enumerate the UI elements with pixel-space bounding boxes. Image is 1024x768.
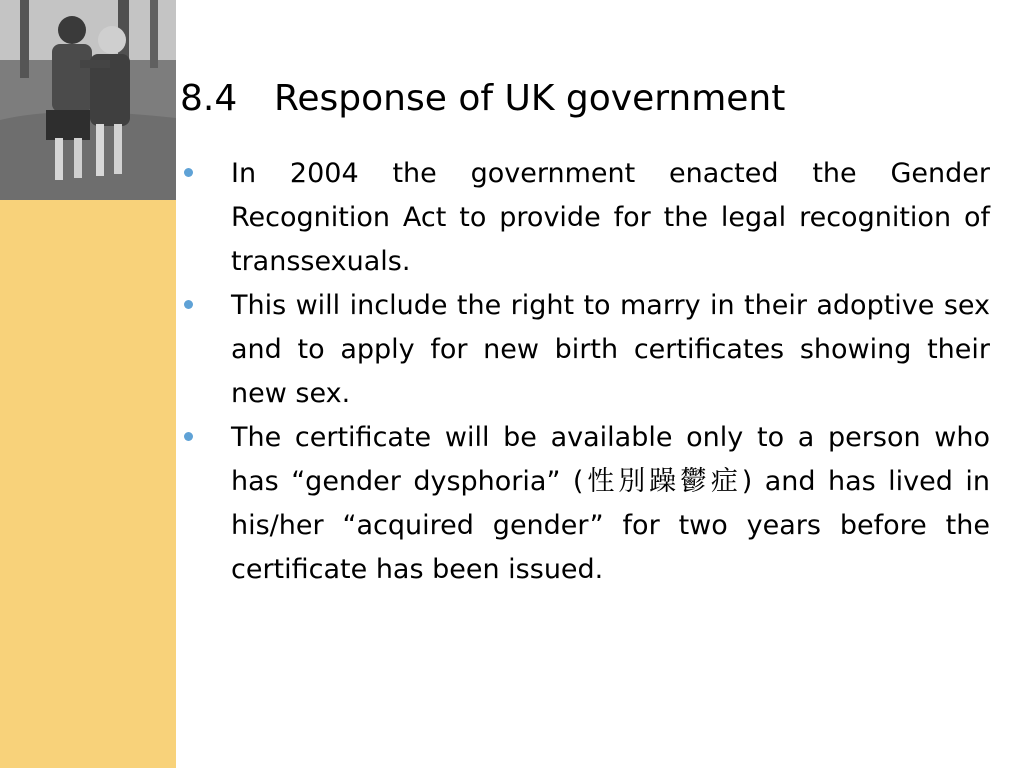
- title-text: Response of UK government: [274, 78, 786, 119]
- side-panel: [0, 0, 176, 768]
- bullet-item: [180, 416, 990, 592]
- bullet-dot-icon: [184, 168, 193, 177]
- bullet-text: The certificate will be available only to a person who has “gender dysphoria” (性別躁鬱症) and has lived in his/her “acquired gender” for two years before the certificate has been issued.: [231, 422, 990, 585]
- bullet-item: [180, 152, 990, 284]
- bullet-text: In 2004 the government enacted the Gender Recognition Act to provide for the legal recognition of transsexuals.: [231, 158, 990, 277]
- content-area: [180, 70, 990, 592]
- bullet-dot-icon: [184, 432, 193, 441]
- bullet-item: [180, 284, 990, 416]
- bullet-text: This will include the right to marry in their adoptive sex and to apply for new birth certificates showing their new sex.: [231, 290, 990, 409]
- bullet-list: [180, 152, 990, 592]
- children-photo: [0, 0, 176, 200]
- slide-title: [180, 70, 990, 128]
- bullet-dot-icon: [184, 300, 193, 309]
- title-number: 8.4: [180, 78, 238, 119]
